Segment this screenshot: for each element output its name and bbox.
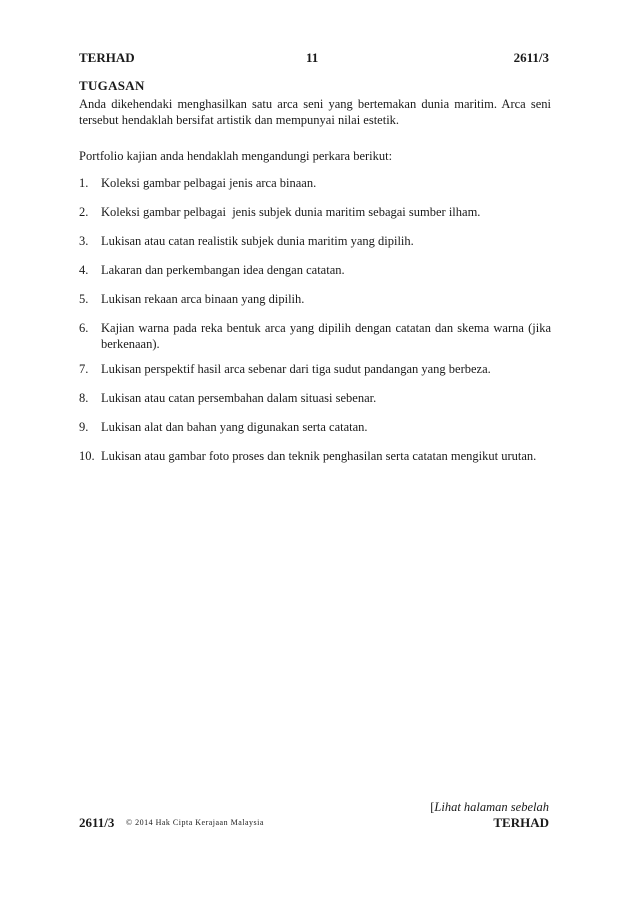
list-item-number: 4. <box>79 263 89 277</box>
list-item-text: Lukisan atau gambar foto proses dan teknik penghasilan serta catatan mengikut urutan. <box>101 449 537 463</box>
list-item-text: Lukisan rekaan arca binaan yang dipilih. <box>101 292 305 306</box>
list-item-number: 3. <box>79 234 89 248</box>
list-item-text: Koleksi gambar pelbagai jenis arca binaan. <box>101 176 317 190</box>
next-page-label: Lihat halaman sebelah <box>434 800 549 814</box>
header-classification: TERHAD <box>79 50 135 65</box>
list-item <box>79 419 551 435</box>
list-item <box>79 361 551 377</box>
list-item-number: 1. <box>79 176 89 190</box>
footer-copyright: © 2014 Hak Cipta Kerajaan Malaysia <box>126 818 264 827</box>
list-item-text: Lukisan perspektif hasil arca sebenar dari tiga sudut pandangan yang berbeza. <box>101 362 491 376</box>
task-list <box>79 175 551 477</box>
list-item-number: 7. <box>79 362 89 376</box>
list-item-number: 10. <box>79 449 95 463</box>
list-item-text: Lukisan alat dan bahan yang digunakan serta catatan. <box>101 420 368 434</box>
list-item-text: Lakaran dan perkembangan idea dengan catatan. <box>101 263 345 277</box>
list-item <box>79 233 551 249</box>
list-item <box>79 204 551 220</box>
task-intro-paragraph: Anda dikehendaki menghasilkan satu arca seni yang bertemakan dunia maritim. Arca seni tersebut hendaklah bersifat artistik dan mempunyai nilai estetik. <box>79 97 551 127</box>
list-item-number: 6. <box>79 321 89 335</box>
list-item <box>79 390 551 406</box>
footer-paper-code: 2611/3 <box>79 815 115 830</box>
list-item-number: 9. <box>79 420 89 434</box>
header-page-number: 11 <box>306 50 319 65</box>
next-page-note <box>430 800 549 815</box>
list-item <box>79 291 551 307</box>
portfolio-intro: Portfolio kajian anda hendaklah mengandungi perkara berikut: <box>79 149 393 163</box>
next-page-bracket: [ <box>430 800 435 814</box>
section-title: TUGASAN <box>79 78 145 93</box>
list-item-text: Kajian warna pada reka bentuk arca yang dipilih dengan catatan dan skema warna (jika berkenaan). <box>101 321 551 351</box>
page-footer <box>79 815 549 833</box>
list-item <box>79 320 551 352</box>
list-item <box>79 448 551 464</box>
list-item <box>79 262 551 278</box>
list-item-number: 8. <box>79 391 89 405</box>
header-paper-code: 2611/3 <box>513 50 549 65</box>
list-item <box>79 175 551 191</box>
list-item-text: Koleksi gambar pelbagai jenis subjek dunia maritim sebagai sumber ilham. <box>101 205 481 219</box>
list-item-text: Lukisan atau catan realistik subjek dunia maritim yang dipilih. <box>101 234 414 248</box>
footer-classification: TERHAD <box>493 815 549 830</box>
page-header <box>79 50 549 68</box>
list-item-text: Lukisan atau catan persembahan dalam situasi sebenar. <box>101 391 377 405</box>
list-item-number: 2. <box>79 205 89 219</box>
list-item-number: 5. <box>79 292 89 306</box>
